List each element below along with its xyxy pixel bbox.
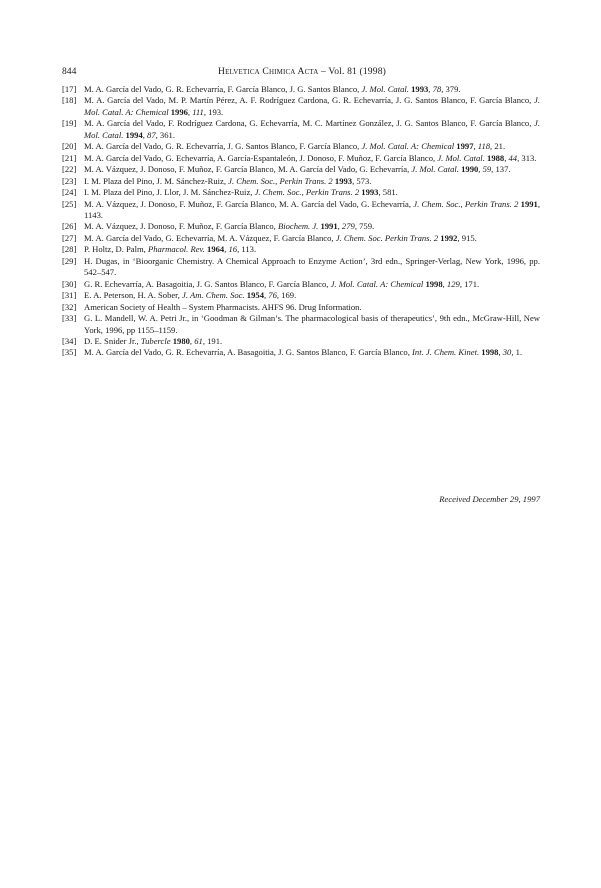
reference-journal: Tubercle: [140, 335, 171, 346]
reference-authors: I. M. Plaza del Pino, J. Llor, J. M. Sánchez-Ruiz,: [84, 187, 255, 198]
reference-number: [32]: [62, 301, 77, 312]
reference-pages: , 1143.: [84, 198, 540, 220]
received-date: Received December 29, 1997: [439, 494, 540, 504]
reference-item: [17] M. A. García del Vado, G. R. Echevarría, F. García Blanco, J. G. Santos Blanco, J. Mol. Catal. 1993, 78, 379.: [62, 84, 461, 94]
reference-year: 1993: [334, 175, 353, 186]
reference-item: [62, 199, 540, 222]
reference-number: [35]: [62, 347, 77, 358]
reference-item: [35] M. A. García del Vado, G. R. Echevarría, A. Basagoitia, J. G. Santos Blanco, F. García Blanco, Int. J. Chem. Kinet. 1998, 30, 1.: [62, 347, 523, 358]
reference-authors: P. Holtz, D. Palm,: [84, 244, 148, 255]
reference-number: [22]: [62, 164, 77, 175]
reference-number: [26]: [62, 221, 77, 232]
reference-volume: 279: [341, 221, 355, 232]
reference-year: 1997: [456, 141, 474, 152]
reference-year: 1993: [411, 84, 429, 94]
reference-authors: G. R. Echevarría, A. Basagoitia, J. G. Santos Blanco, F. García Blanco,: [84, 278, 331, 289]
reference-pages: , 915.: [457, 232, 477, 243]
reference-number: [18]: [62, 95, 77, 106]
reference-volume: 87: [147, 129, 156, 140]
reference-number: [21]: [62, 152, 77, 163]
running-header: [62, 65, 542, 79]
reference-year: 1988: [487, 152, 505, 163]
reference-item: [62, 302, 540, 313]
reference-journal: Biochem. J.: [277, 221, 319, 232]
reference-number: [28]: [62, 244, 77, 255]
reference-journal: J. Chem. Soc., Perkin Trans. 2: [413, 198, 519, 209]
page-number: 844: [62, 66, 77, 77]
reference-year: 1990: [461, 164, 479, 175]
reference-year: 1996: [170, 106, 188, 117]
reference-authors: M. A. García del Vado, M. P. Martín Pérez, A. F. Rodríguez Cardona, G. R. Echevarría, J. G. Santos Blanco, F. García Blanco,: [84, 95, 535, 106]
reference-year: 1980: [172, 335, 190, 346]
reference-journal: J. Mol. Catal.: [411, 164, 459, 175]
reference-item: [21] M. A. García del Vado, G. Echevarría, A. García-Espantaleón, J. Donoso, F. Muñoz, F. García Blanco, J. Mol. Catal. 1988, 44, 313.: [62, 152, 537, 163]
reference-authors: E. A. Peterson, H. A. Sober,: [84, 290, 183, 301]
reference-item: [62, 187, 540, 198]
reference-item: [20] M. A. García del Vado, G. R. Echevarría, J. G. Santos Blanco, F. García Blanco, J. Mol. Catal. A: Chemical 1997, 118, 21.: [62, 141, 506, 152]
reference-journal: J. Mol. Catal.: [84, 118, 540, 140]
reference-item: [62, 313, 540, 336]
reference-item: [34] D. E. Snider Jr., Tubercle 1980, 61, 191.: [62, 335, 223, 346]
reference-number: [20]: [62, 141, 77, 152]
reference-item: [28] P. Holtz, D. Palm, Pharmacol. Rev. 1964, 16, 113.: [62, 244, 257, 255]
reference-journal: J. Chem. Soc., Perkin Trans. 2: [228, 175, 333, 186]
reference-pages: , 137.: [491, 164, 511, 175]
reference-pages: , 759.: [354, 221, 375, 232]
reference-year: 1991: [320, 221, 338, 232]
reference-pages: , 313.: [517, 152, 537, 163]
reference-item: [62, 176, 540, 187]
reference-authors: M. A. García del Vado, G. Echevarría, M. A. Vázquez, F. García Blanco,: [84, 232, 336, 243]
reference-volume: 111: [192, 106, 204, 117]
reference-item: [62, 233, 540, 244]
reference-pages: , 379.: [441, 84, 461, 94]
reference-item: [31] E. A. Peterson, H. A. Sober, J. Am. Chem. Soc. 1954, 76, 169.: [62, 290, 297, 301]
reference-journal: J. Chem. Soc., Perkin Trans. 2: [254, 187, 360, 198]
reference-authors: M. A. García del Vado, G. R. Echevarría, A. Basagoitia, J. G. Santos Blanco, F. García Blanco,: [84, 347, 413, 358]
reference-number: [34]: [62, 335, 77, 346]
reference-year: 1954: [246, 290, 264, 301]
reference-year: 1991: [520, 198, 538, 209]
journal-volume: – Vol. 81 (1998): [318, 66, 386, 77]
reference-pages: , 581.: [378, 187, 398, 198]
reference-pages: , 573.: [352, 175, 372, 186]
reference-volume: 30: [502, 347, 512, 358]
reference-pages: , 361.: [155, 129, 175, 140]
reference-journal: J. Chem. Soc. Perkin Trans. 2: [335, 232, 439, 243]
reference-list: [62, 84, 540, 359]
reference-volume: 61: [194, 335, 203, 346]
reference-volume: 129: [446, 278, 460, 289]
reference-volume: 59: [482, 164, 492, 175]
reference-item: [22] M. A. Vázquez, J. Donoso, F. Muñoz, F. García Blanco, M. A. García del Vado, G. Echevarría, J. Mol. Catal. 1990, 59, 137.: [62, 164, 511, 175]
reference-pages: , 193.: [203, 106, 224, 117]
reference-year: 1998: [481, 347, 499, 358]
reference-journal: J. Mol. Catal. A: Chemical: [330, 278, 424, 289]
reference-pages: , 169.: [276, 290, 297, 301]
reference-number: [31]: [62, 290, 77, 301]
reference-journal: Pharmacol. Rev.: [147, 244, 205, 255]
journal-name: Helvetica Chimica Acta: [218, 66, 319, 77]
reference-journal: J. Am. Chem. Soc.: [182, 290, 245, 301]
reference-number: [19]: [62, 118, 77, 129]
reference-authors: M. A. García del Vado, G. R. Echevarría, J. G. Santos Blanco, F. García Blanco,: [84, 141, 362, 152]
reference-journal: Int. J. Chem. Kinet.: [412, 347, 480, 358]
reference-year: 1964: [207, 244, 225, 255]
reference-journal: J. Mol. Catal. A: Chemical: [84, 95, 540, 117]
reference-number: [27]: [62, 232, 77, 243]
reference-number: [23]: [62, 175, 77, 186]
reference-pages: , 171.: [459, 278, 480, 289]
reference-authors: M. A. García del Vado, G. Echevarría, A. García-Espantaleón, J. Donoso, F. Muñoz, F. García Blanco,: [84, 152, 438, 163]
reference-pages: , 191.: [202, 335, 223, 346]
reference-text: G. L. Mandell, W. A. Petri Jr., in ‘Goodman & Gilman’s. The pharmacological basis of therapeutics’, 9th edn., McGraw-Hill, New York, 1996, pp 1155–1159.: [84, 313, 540, 335]
reference-number: [17]: [62, 84, 77, 94]
reference-year: 1993: [361, 187, 379, 198]
reference-year: 1998: [425, 278, 443, 289]
reference-item: [62, 256, 540, 279]
reference-authors: M. A. García del Vado, F. Rodríguez Cardona, G. Echevarría, M. C. Martínez González, J. G. Santos Blanco, F. García Blanco,: [84, 118, 535, 129]
reference-pages: , 113.: [237, 244, 257, 255]
reference-journal: J. Mol. Catal.: [361, 84, 409, 94]
reference-item: [18] M. A. García del Vado, M. P. Martín Pérez, A. F. Rodríguez Cardona, G. R. Echevarría, J. G. Santos Blanco, F. García Blanco, J. Mol. Catal. A: Chemical 1996, 111, 193.: [62, 95, 540, 117]
reference-authors: M. A. Vázquez, J. Donoso, F. Muñoz, F. García Blanco, M. A. García del Vado, G. Echevarría,: [84, 198, 414, 209]
reference-volume: 78: [432, 84, 442, 94]
reference-text: American Society of Health – System Pharmacists. AHFS 96. Drug Information.: [84, 301, 362, 312]
reference-text: H. Dugas, in ‘Bioorganic Chemistry. A Chemical Approach to Enzyme Action’, 3rd edn., Springer-Verlag, New York, 1996, pp. 542–547.: [84, 255, 540, 278]
reference-pages: , 21.: [490, 141, 506, 152]
reference-authors: M. A. García del Vado, G. R. Echevarría, F. García Blanco, J. G. Santos Blanco,: [84, 84, 362, 94]
reference-journal: J. Mol. Catal.: [437, 152, 485, 163]
reference-year: 1994: [125, 129, 143, 140]
reference-number: [30]: [62, 278, 77, 289]
reference-number: [25]: [62, 198, 77, 209]
reference-number: [24]: [62, 187, 77, 198]
reference-item: [26] M. A. Vázquez, J. Donoso, F. Muñoz, F. García Blanco, Biochem. J. 1991, 279, 759.: [62, 221, 375, 232]
reference-authors: M. A. Vázquez, J. Donoso, F. Muñoz, F. García Blanco,: [84, 221, 278, 232]
reference-journal: J. Mol. Catal. A: Chemical: [361, 141, 455, 152]
reference-authors: M. A. Vázquez, J. Donoso, F. Muñoz, F. García Blanco, M. A. García del Vado, G. Echevarría,: [84, 164, 412, 175]
reference-volume: 118: [477, 141, 491, 152]
reference-item: [30] G. R. Echevarría, A. Basagoitia, J. G. Santos Blanco, F. García Blanco, J. Mol. Catal. A: Chemical 1998, 129, 171.: [62, 278, 480, 289]
reference-volume: 16: [228, 244, 238, 255]
reference-year: 1992: [440, 232, 458, 243]
reference-pages: , 1.: [511, 347, 523, 358]
reference-number: [33]: [62, 313, 77, 324]
reference-volume: 44: [508, 152, 518, 163]
reference-item: [19] M. A. García del Vado, F. Rodríguez Cardona, G. Echevarría, M. C. Martínez González, J. G. Santos Blanco, F. García Blanco, J. Mol. Catal. 1994, 87, 361.: [62, 118, 540, 140]
reference-volume: 76: [268, 290, 277, 301]
reference-authors: I. M. Plaza del Pino, J. M. Sánchez-Ruiz,: [84, 175, 229, 186]
reference-number: [29]: [62, 255, 77, 266]
reference-authors: D. E. Snider Jr.,: [84, 335, 141, 346]
journal-running-title: [62, 65, 542, 79]
